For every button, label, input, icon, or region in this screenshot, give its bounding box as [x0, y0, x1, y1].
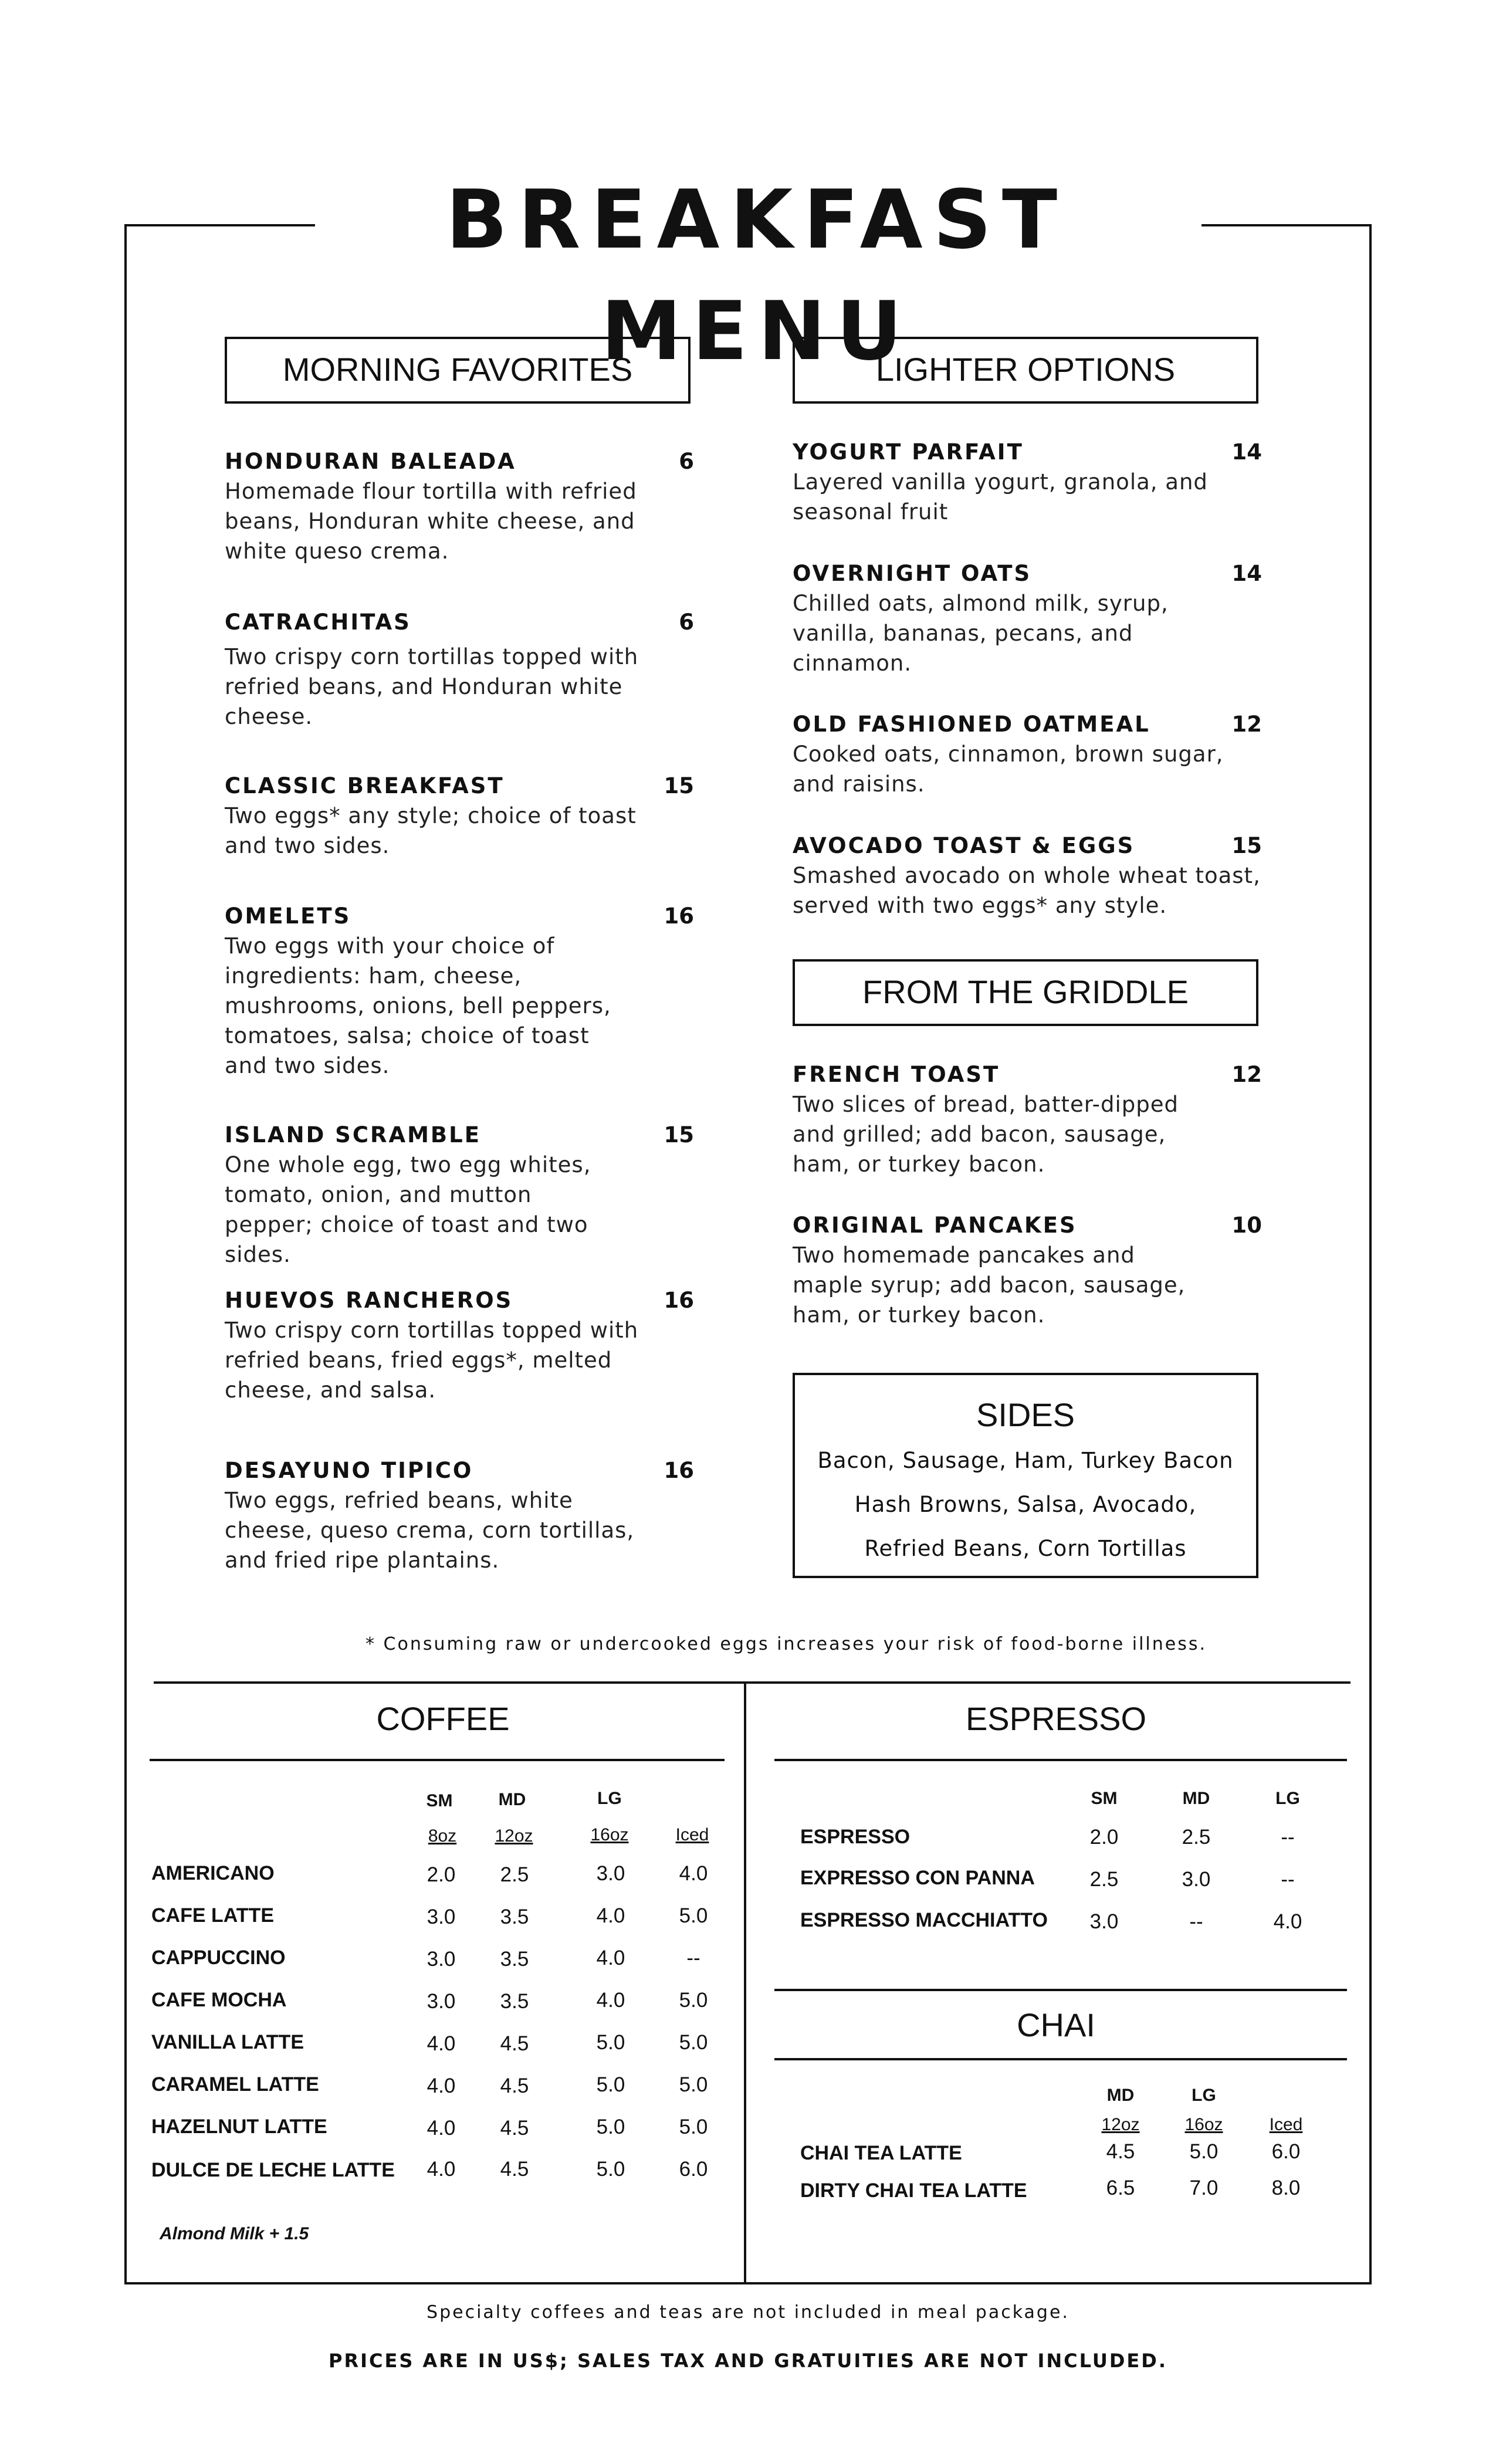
item-description: Two eggs with your choice of ingredients: ham, cheese, mushrooms, onions, bell peppers, tomatoes, salsa; choice of toast and two sides.: [225, 933, 611, 1078]
item-name: OVERNIGHT OATS: [793, 561, 1032, 586]
title-rule-right: [1201, 224, 1372, 226]
chai-sub-iced: Iced: [1269, 2115, 1303, 2134]
item-price: 16: [664, 903, 694, 929]
chai-name: CHAI TEA LATTE: [800, 2142, 962, 2164]
item-price: 15: [1231, 833, 1262, 858]
almond-milk-note: Almond Milk + 1.5: [160, 2224, 309, 2243]
coffee-price: 2.5: [500, 1863, 529, 1886]
menu-item: [225, 608, 694, 732]
chai-name: DIRTY CHAI TEA LATTE: [800, 2179, 1027, 2202]
item-name: ORIGINAL PANCAKES: [793, 1213, 1077, 1238]
chai-price: 6.0: [1271, 2140, 1301, 2163]
espresso-price: --: [1281, 1868, 1295, 1891]
coffee-price: 4.0: [679, 1862, 708, 1885]
item-description: Chilled oats, almond milk, syrup, vanilla, bananas, pecans, and cinnamon.: [793, 591, 1169, 676]
coffee-name: CAFE LATTE: [151, 1904, 275, 1927]
chai-sub-12oz: 12oz: [1101, 2115, 1140, 2134]
item-description: Two homemade pancakes and maple syrup; add bacon, sausage, ham, or turkey bacon.: [793, 1243, 1186, 1328]
from-the-griddle-heading: FROM THE GRIDDLE: [793, 959, 1258, 1026]
coffee-price: 4.5: [500, 2158, 529, 2181]
pricing-footer: PRICES ARE IN US$; SALES TAX AND GRATUITIES ARE NOT INCLUDED.: [328, 2350, 1167, 2372]
coffee-price: 5.0: [679, 1989, 708, 2012]
item-description: Layered vanilla yogurt, granola, and seasonal fruit: [793, 469, 1208, 524]
menu-item: [793, 1060, 1262, 1179]
coffee-price: 4.0: [427, 2117, 456, 2140]
item-price: 6: [679, 610, 694, 635]
item-description: Two slices of bread, batter-dipped and grilled; add bacon, sausage, ham, or turkey bacon.: [793, 1092, 1179, 1177]
coffee-price: 5.0: [679, 2116, 708, 2138]
item-name: AVOCADO TOAST & EGGS: [793, 833, 1135, 858]
page-title: BREAKFAST MENU: [445, 172, 1068, 378]
item-price: 15: [664, 773, 694, 798]
item-price: 10: [1231, 1213, 1262, 1238]
espresso-price: 2.5: [1089, 1868, 1119, 1891]
chai-rule: [774, 2058, 1347, 2060]
coffee-price: 6.0: [679, 2158, 708, 2181]
espresso-price: 4.0: [1273, 1910, 1302, 1933]
menu-item: [225, 902, 694, 1081]
coffee-col-lg: LG: [597, 1789, 622, 1808]
chai-price: 8.0: [1271, 2177, 1301, 2199]
menu-item: [225, 1456, 694, 1575]
menu-item: [225, 771, 694, 861]
item-price: 16: [664, 1288, 694, 1313]
chai-top-rule: [774, 1989, 1347, 1991]
coffee-name: CAPPUCCINO: [151, 1947, 286, 1969]
item-description: Two eggs, refried beans, white cheese, queso crema, corn tortillas, and fried ripe plantains.: [225, 1488, 635, 1573]
item-price: 6: [679, 449, 694, 474]
chai-price: 4.5: [1106, 2140, 1135, 2163]
coffee-name: AMERICANO: [151, 1862, 275, 1884]
coffee-price: 5.0: [596, 2116, 625, 2138]
espresso-name: ESPRESSO: [800, 1826, 911, 1848]
item-name: CLASSIC BREAKFAST: [225, 773, 505, 798]
espresso-col-sm: SM: [1091, 1789, 1118, 1808]
coffee-sub-12oz: 12oz: [495, 1826, 533, 1846]
coffee-price: 4.0: [596, 1989, 625, 2012]
espresso-heading: ESPRESSO: [965, 1700, 1147, 1737]
item-name: HUEVOS RANCHEROS: [225, 1288, 513, 1313]
lighter-options-heading: LIGHTER OPTIONS: [793, 337, 1258, 404]
item-price: 16: [664, 1458, 694, 1483]
menu-item: [225, 1286, 694, 1405]
item-description: Homemade flour tortilla with refried beans, Honduran white cheese, and white queso crema.: [225, 479, 637, 564]
item-name: YOGURT PARFAIT: [793, 439, 1024, 465]
coffee-price: 4.5: [500, 2074, 529, 2097]
item-description: One whole egg, two egg whites, tomato, onion, and mutton pepper; choice of toast and two sides.: [225, 1152, 591, 1267]
coffee-price: 2.0: [427, 1863, 456, 1886]
item-name: OMELETS: [225, 903, 351, 929]
menu-item: [793, 438, 1262, 527]
sides-line: Bacon, Sausage, Ham, Turkey Bacon: [817, 1448, 1234, 1473]
sides-box: [793, 1373, 1258, 1578]
sides-line: Hash Browns, Salsa, Avocado,: [854, 1492, 1197, 1517]
menu-item: [793, 559, 1262, 678]
item-description: Two crispy corn tortillas topped with refried beans, and Honduran white cheese.: [225, 644, 639, 729]
item-name: ISLAND SCRAMBLE: [225, 1122, 481, 1148]
item-description: Two eggs* any style; choice of toast and two sides.: [225, 803, 637, 858]
coffee-sub-16oz: 16oz: [590, 1825, 629, 1844]
specialty-note: Specialty coffees and teas are not included in meal package.: [427, 2302, 1069, 2323]
coffee-price: 5.0: [596, 2031, 625, 2054]
title-rule-left: [124, 224, 315, 226]
coffee-name: VANILLA LATTE: [151, 2031, 304, 2053]
espresso-price: 3.0: [1089, 1910, 1119, 1933]
item-name: HONDURAN BALEADA: [225, 449, 516, 474]
chai-col-lg: LG: [1192, 2086, 1216, 2105]
coffee-col-md: MD: [498, 1790, 526, 1809]
coffee-price: --: [686, 1947, 700, 1969]
egg-disclaimer: * Consuming raw or undercooked eggs increases your risk of food-borne illness.: [365, 1634, 1207, 1654]
coffee-sub-8oz: 8oz: [428, 1826, 457, 1846]
chai-price: 7.0: [1189, 2177, 1219, 2199]
chai-sub-16oz: 16oz: [1184, 2115, 1223, 2134]
coffee-price: 5.0: [596, 2073, 625, 2096]
menu-item: [225, 1121, 694, 1270]
coffee-heading: COFFEE: [376, 1700, 510, 1737]
item-description: Smashed avocado on whole wheat toast, served with two eggs* any style.: [793, 863, 1261, 918]
chai-heading: CHAI: [1017, 2006, 1095, 2043]
item-name: FRENCH TOAST: [793, 1062, 1000, 1087]
coffee-price: 3.5: [500, 1990, 529, 2013]
espresso-name: ESPRESSO MACCHIATTO: [800, 1909, 1048, 1931]
menu-item: [793, 831, 1262, 920]
sides-line: Refried Beans, Corn Tortillas: [864, 1536, 1187, 1561]
item-price: 12: [1231, 1062, 1262, 1087]
sides-heading: SIDES: [976, 1396, 1075, 1433]
item-name: DESAYUNO TIPICO: [225, 1458, 473, 1483]
espresso-price: 3.0: [1182, 1868, 1211, 1891]
coffee-price: 4.0: [596, 1947, 625, 1969]
coffee-sub-iced: Iced: [675, 1825, 709, 1844]
coffee-name: CAFE MOCHA: [151, 1989, 287, 2011]
espresso-price: 2.0: [1089, 1826, 1119, 1849]
item-name: CATRACHITAS: [225, 610, 411, 635]
espresso-price: 2.5: [1182, 1826, 1211, 1849]
coffee-name: HAZELNUT LATTE: [151, 2116, 327, 2138]
coffee-price: 3.0: [427, 1905, 456, 1928]
coffee-price: 5.0: [679, 1904, 708, 1927]
drinks-top-rule: [154, 1681, 1351, 1684]
menu-item: [793, 710, 1262, 799]
frame-left-border: [124, 224, 127, 2284]
coffee-price: 3.5: [500, 1948, 529, 1971]
chai-col-md: MD: [1106, 2086, 1135, 2105]
espresso-name: EXPRESSO CON PANNA: [800, 1867, 1035, 1889]
item-price: 12: [1231, 712, 1262, 737]
item-description: Two crispy corn tortillas topped with refried beans, fried eggs*, melted cheese, and salsa.: [225, 1318, 639, 1403]
item-description: Cooked oats, cinnamon, brown sugar, and raisins.: [793, 742, 1224, 797]
coffee-price: 4.5: [500, 2032, 529, 2055]
chai-price: 5.0: [1189, 2140, 1219, 2163]
espresso-price: --: [1189, 1910, 1203, 1933]
coffee-price: 4.0: [427, 2074, 456, 2097]
coffee-price: 4.0: [427, 2032, 456, 2055]
item-price: 15: [664, 1122, 694, 1148]
morning-favorites-heading: MORNING FAVORITES: [225, 337, 691, 404]
coffee-price: 4.5: [500, 2117, 529, 2140]
coffee-price: 5.0: [679, 2031, 708, 2054]
coffee-price: 3.0: [427, 1990, 456, 2013]
drinks-divider: [744, 1681, 746, 2283]
espresso-price: --: [1281, 1826, 1295, 1849]
coffee-price: 3.0: [596, 1862, 625, 1885]
menu-item: [793, 1211, 1262, 1330]
coffee-price: 5.0: [596, 2158, 625, 2181]
coffee-price: 4.0: [596, 1904, 625, 1927]
espresso-col-md: MD: [1182, 1789, 1210, 1808]
chai-price: 6.5: [1106, 2177, 1135, 2199]
coffee-price: 5.0: [679, 2073, 708, 2096]
espresso-col-lg: LG: [1275, 1789, 1300, 1808]
coffee-price: 3.5: [500, 1905, 529, 1928]
coffee-price: 3.0: [427, 1948, 456, 1971]
coffee-price: 4.0: [427, 2158, 456, 2181]
coffee-name: DULCE DE LECHE LATTE: [151, 2159, 395, 2181]
coffee-rule: [150, 1759, 725, 1761]
frame-bottom-border: [124, 2282, 1372, 2284]
item-name: OLD FASHIONED OATMEAL: [793, 712, 1150, 737]
coffee-col-sm: SM: [426, 1791, 453, 1810]
item-price: 14: [1231, 561, 1262, 586]
menu-item: [225, 447, 694, 566]
coffee-name: CARAMEL LATTE: [151, 2073, 319, 2096]
item-price: 14: [1231, 439, 1262, 465]
espresso-rule: [774, 1759, 1347, 1761]
frame-right-border: [1369, 224, 1372, 2284]
